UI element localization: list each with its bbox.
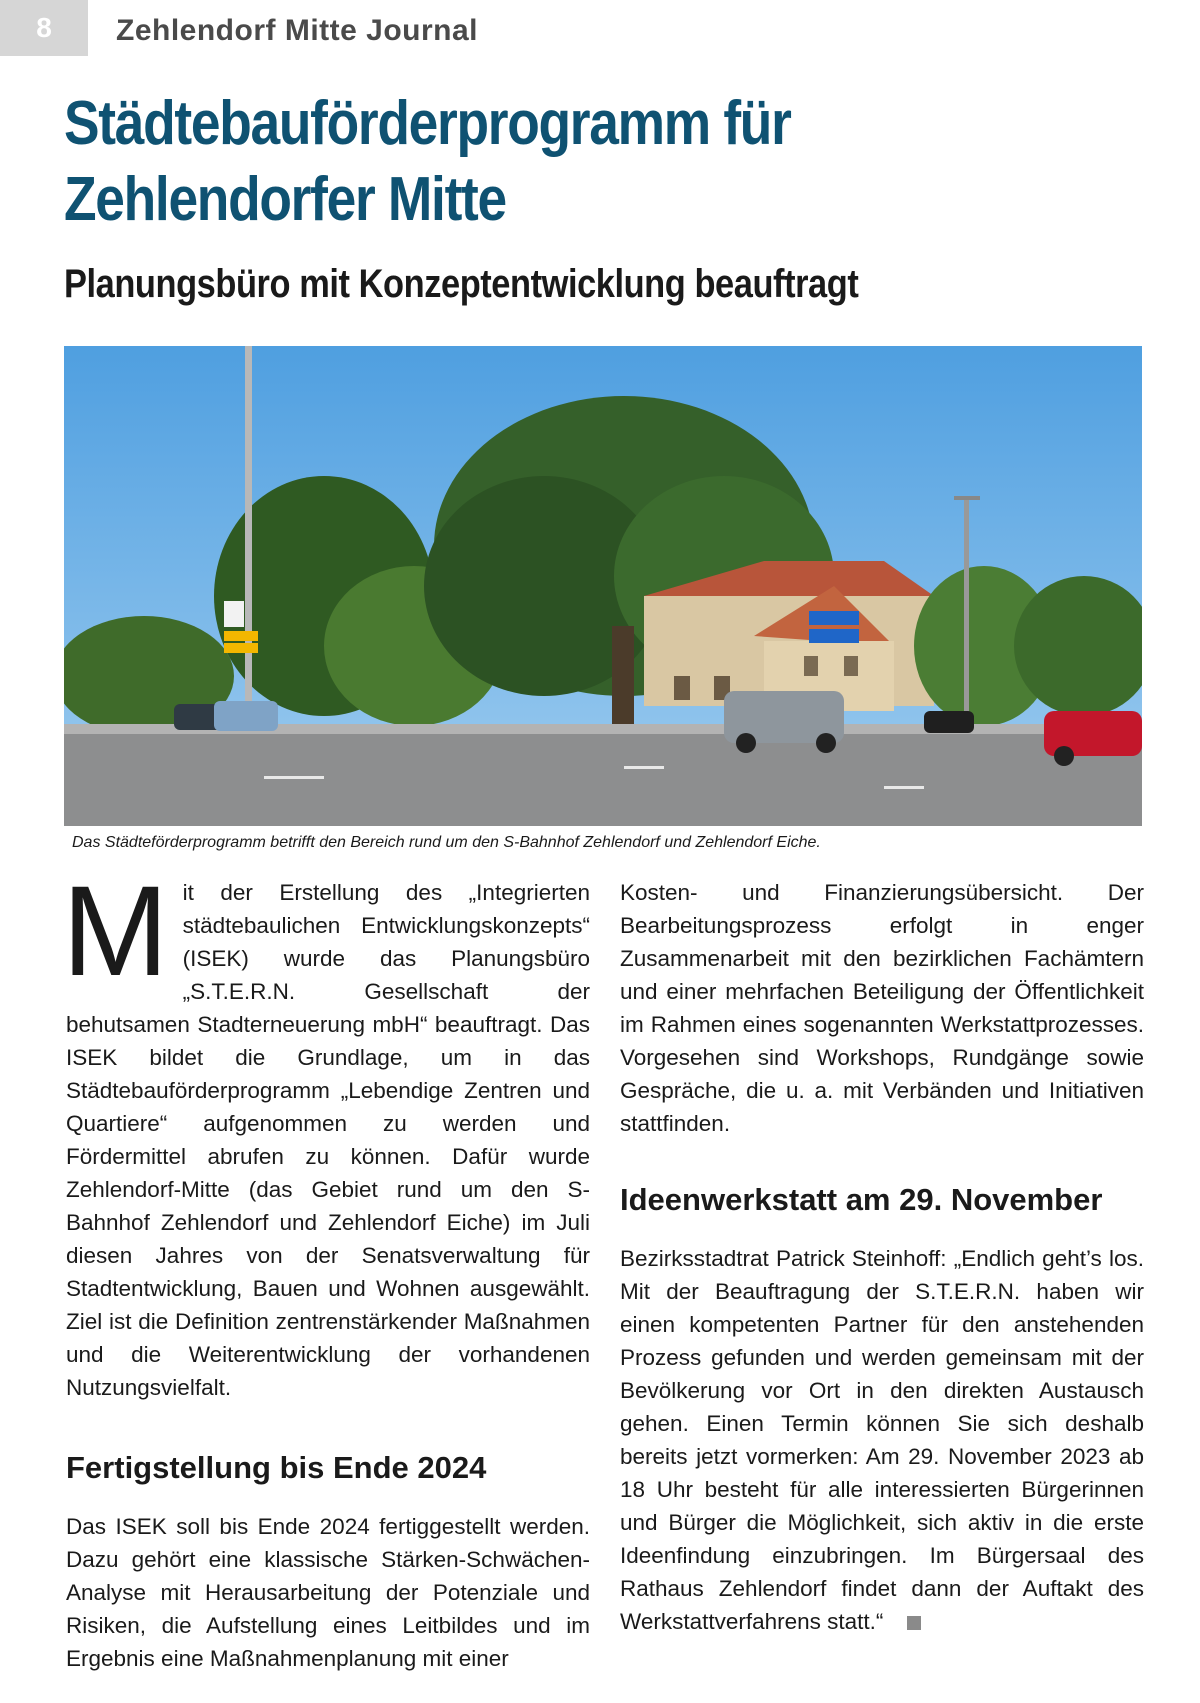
section1-paragraph: Das ISEK soll bis Ende 2024 fertiggestellt werden. Dazu gehört eine klassische Stärken-Schwächen-Analyse mit Herausarbeitung der Potenziale und Risiken, die Aufstellung eines Leitbildes und im Ergebnis eine Maßnahmenplanung mit einer (66, 1514, 590, 1671)
intro-text: it der Erstellung des „Integrierten städtebaulichen Entwicklungskonzepts“ (ISEK) wurde das Planungsbüro „S.T.E.R.N. Gesellschaft der behutsamen Stadterneuerung mbH“ beauftragt. Das ISEK bildet die Grundlage, um in das Städtebauförderprogramm „Lebendige Zentren und Quartiere“ aufgenommen zu werden und Fördermittel abrufen zu können. Dafür wurde Zehlendorf-Mitte (das Gebiet rund um den S-Bahnhof Zehlendorf und Zehlendorf Eiche) im Juli diesen Jahres von der Senatsverwaltung für Stadtentwicklung, Bauen und Wohnen ausgewählt. Ziel ist die Definition zentrenstärkender Maßnahmen und die Weiterentwicklung der vorhandenen Nutzungsvielfalt. (66, 880, 590, 1400)
square-end-mark-icon (907, 1616, 921, 1630)
headline-line-1: Städtebauförderprogramm für (64, 89, 791, 158)
journal-name: Zehlendorf Mitte Journal (116, 14, 479, 47)
column-right (620, 876, 1144, 1638)
intro-paragraph (62, 860, 590, 1404)
column-left (62, 860, 590, 1675)
headline (64, 86, 993, 238)
section2-paragraph (620, 1242, 1144, 1638)
subheadline: Planungsbüro mit Konzeptentwicklung beauftragt (64, 262, 859, 306)
street-scene-illustration (64, 346, 1142, 826)
section-heading-workshop: Ideenwerkstatt am 29. November (620, 1182, 1103, 1217)
section2-text: Bezirksstadtrat Patrick Steinhoff: „Endlich geht’s los. Mit der Beauftragung der S.T.E.R.N. haben wir einen kompetenten Partner für den anstehenden Prozess gefunden und werden gemeinsam mit der Bevölkerung vor Ort in den direkten Austausch gehen. Einen Termin können Sie sich deshalb bereits jetzt vormerken: Am 29. November 2023 ab 18 Uhr besteht für alle interessierten Bürgerinnen und Bürger die Möglichkeit, sich aktiv in die erste Ideenfindung einzubringen. Im Bürgersaal des Rathaus Zehlendorf findet dann der Auftakt des Werkstattverfahrens statt.“ (620, 1246, 1144, 1634)
page-number: 8 (0, 0, 88, 56)
street-photo (64, 346, 1142, 826)
section-heading-completion: Fertigstellung bis Ende 2024 (66, 1450, 487, 1485)
headline-line-2: Zehlendorfer Mitte (64, 165, 506, 234)
drop-cap: M (62, 860, 169, 1003)
section1-continued-paragraph: Kosten- und Finanzierungsübersicht. Der Bearbeitungsprozess erfolgt in enger Zusammenarbeit mit den bezirklichen Fachämtern und einer mehrfachen Beteiligung der Öffentlichkeit im Rahmen eines sogenannten Werkstattprozesses. Vorgesehen sind Workshops, Rundgänge sowie Gespräche, die u. a. mit Verbänden und Initiativen stattfinden. (620, 880, 1144, 1136)
photo-caption: Das Städteförderprogramm betrifft den Bereich rund um den S-Bahnhof Zehlendorf und Zehlendorf Eiche. (72, 834, 821, 851)
